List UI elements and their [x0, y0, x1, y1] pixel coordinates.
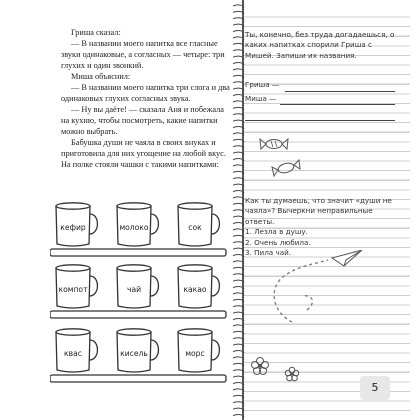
shelf: [50, 311, 226, 318]
spiral-ring: [233, 344, 244, 347]
spiral-ring: [233, 261, 244, 264]
spiral-ring: [233, 197, 244, 200]
cup-label: кисель: [120, 349, 148, 358]
flower-icon: [285, 367, 299, 381]
spiral-ring: [233, 11, 244, 14]
spiral-ring: [233, 101, 244, 104]
spiral-ring: [233, 159, 244, 162]
spiral-ring: [233, 306, 244, 309]
spiral-ring: [233, 312, 244, 315]
spiral-ring: [233, 293, 244, 296]
cup: [178, 265, 219, 308]
spiral-ring: [233, 325, 244, 328]
paper-plane-doodle: [262, 250, 382, 330]
spiral-ring: [233, 395, 244, 398]
grisha-answer-line[interactable]: [285, 91, 395, 92]
spiral-ring: [233, 402, 244, 405]
spiral-ring: [233, 82, 244, 85]
answer-line[interactable]: [245, 120, 395, 121]
spiral-ring: [233, 267, 244, 270]
spiral-ring: [233, 63, 244, 66]
cup: [56, 265, 97, 308]
candy-icon: [260, 139, 288, 149]
cup: [117, 203, 158, 246]
cup: [178, 329, 219, 372]
story-paragraph: — В названии моего напитка все гласные звуки одинаковые, а согласных — четыре: три глухих и один звонкий.: [61, 39, 225, 70]
cup-shelves: [50, 200, 230, 400]
page-number: 5: [360, 376, 390, 400]
spiral-ring: [233, 152, 244, 155]
spiral-ring: [233, 107, 244, 110]
spiral-ring: [233, 69, 244, 72]
cup-label: молоко: [119, 223, 149, 232]
spiral-ring: [233, 274, 244, 277]
story-paragraph: Гриша сказал:: [71, 28, 121, 37]
story-paragraph: — В названии моего напитка три слога и два одинаковых глухих согласных звука.: [61, 83, 230, 103]
flower-icon: [252, 358, 269, 375]
spiral-ring: [233, 43, 244, 46]
story-paragraph: — Ну вы даёте! — сказала Аня и побежала на кухню, чтобы посмотреть, какие напитки можно выбрать.: [61, 105, 224, 136]
spiral-ring: [233, 319, 244, 322]
spiral-ring: [233, 114, 244, 117]
misha-answer-line[interactable]: [280, 104, 395, 105]
misha-label: Миша —: [245, 94, 277, 103]
candy-icon: [272, 160, 300, 176]
spiral-ring: [233, 210, 244, 213]
spiral-ring: [233, 351, 244, 354]
spiral-ring: [233, 165, 244, 168]
spiral-ring: [233, 370, 244, 373]
cup-label: какао: [183, 285, 207, 294]
cup-label: чай: [126, 285, 142, 294]
cup: [117, 265, 158, 308]
spiral-ring: [233, 24, 244, 27]
grisha-label: Гриша —: [245, 80, 280, 89]
spiral-ring: [233, 50, 244, 53]
story-text: [61, 27, 233, 170]
spiral-ring: [233, 248, 244, 251]
spiral-ring: [233, 338, 244, 341]
spiral-ring: [233, 95, 244, 98]
spiral-ring: [233, 415, 244, 418]
spiral-ring: [233, 31, 244, 34]
spiral-ring: [233, 178, 244, 181]
spiral-ring: [233, 280, 244, 283]
spiral-ring: [233, 18, 244, 21]
cup: [117, 329, 158, 372]
spiral-ring: [233, 216, 244, 219]
spiral-ring: [233, 408, 244, 411]
candy-doodle: [258, 134, 306, 186]
flowers-doodle: [250, 350, 330, 390]
spiral-ring: [233, 139, 244, 142]
spiral-ring: [233, 229, 244, 232]
spiral-ring: [233, 75, 244, 78]
cup-label: сок: [188, 223, 202, 232]
spiral-ring: [233, 146, 244, 149]
spiral-ring: [233, 223, 244, 226]
spiral-ring: [233, 376, 244, 379]
cup-label: квас: [64, 349, 82, 358]
question-drinks: Ты, конечно, без труда догадаешься, о каких напитках спорили Гриша с Мишей. Запиши их названия.: [245, 30, 395, 60]
spiral-ring: [233, 363, 244, 366]
spiral-ring: [233, 389, 244, 392]
shelf: [50, 375, 226, 382]
shelf: [50, 249, 226, 256]
spiral-ring: [233, 191, 244, 194]
spiral-ring: [233, 287, 244, 290]
spiral-ring: [233, 133, 244, 136]
spiral-ring: [233, 255, 244, 258]
cup: [56, 203, 97, 246]
answer-option[interactable]: 2. Очень любила.: [245, 237, 311, 247]
spiral-ring: [233, 184, 244, 187]
cup: [56, 329, 97, 372]
spiral-ring: [233, 235, 244, 238]
spiral-ring: [233, 37, 244, 40]
answer-option[interactable]: 1. Лезла в душу.: [245, 227, 308, 237]
answer-option[interactable]: 3. Пила чай.: [245, 248, 292, 258]
spiral-binding: [232, 0, 246, 420]
spiral-ring: [233, 88, 244, 91]
spiral-ring: [233, 242, 244, 245]
cup-label: кефир: [60, 223, 86, 232]
cup-label: морс: [185, 349, 205, 358]
spiral-ring: [233, 127, 244, 130]
spiral-ring: [233, 120, 244, 123]
paper-plane-icon: [332, 250, 362, 266]
spiral-ring: [233, 331, 244, 334]
spiral-ring: [233, 357, 244, 360]
spiral-ring: [233, 56, 244, 59]
spiral-ring: [233, 299, 244, 302]
story-paragraph: Бабушка души не чаяла в своих внуках и приготовила для них угощение на любой вкус. На полке стояли чашки с такими напитками:: [61, 138, 226, 169]
spiral-ring: [233, 5, 244, 8]
story-paragraph: Миша объяснил:: [71, 72, 131, 81]
spiral-ring: [233, 383, 244, 386]
question-text: Как ты думаешь, что значит «души не чаяла»? Вычеркни неправильные ответы.: [245, 196, 392, 226]
cup: [178, 203, 219, 246]
spiral-ring: [233, 171, 244, 174]
cup-label: компот: [58, 285, 88, 294]
spiral-ring: [233, 203, 244, 206]
